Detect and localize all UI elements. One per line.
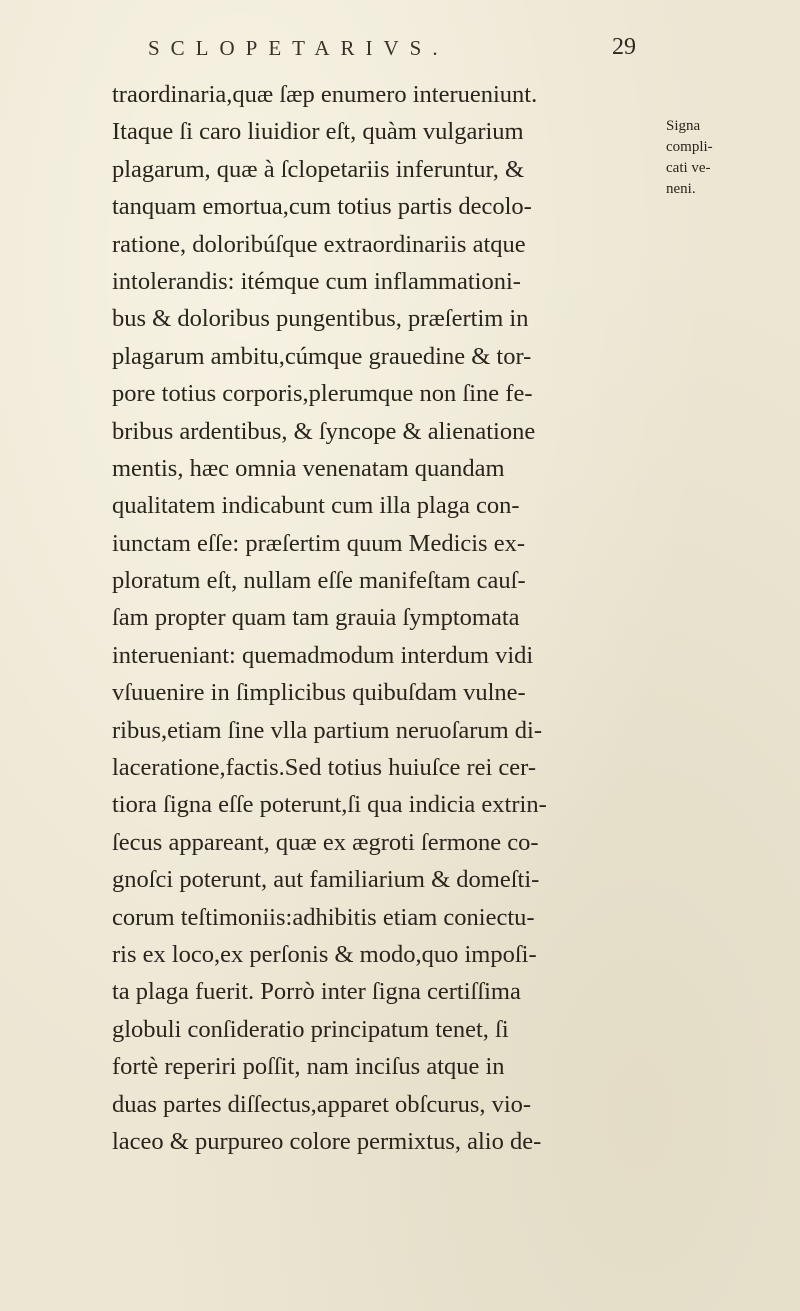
text-line: pore totius corporis,plerumque non ſine fe- — [112, 380, 533, 408]
text-line: qualitatem indicabunt cum illa plaga con- — [112, 492, 520, 520]
text-line: ratione, doloribúſque extraordinariis atque — [112, 230, 526, 258]
text-line: laceratione,factis.Sed totius huiuſce rei cer- — [112, 754, 536, 782]
text-line: plagarum, quæ à ſclopetariis inferuntur, & — [112, 155, 525, 183]
running-title: SCLOPETARIVS. — [148, 36, 449, 60]
text-line: tiora ſigna eſſe poterunt,ſi qua indicia extrin- — [112, 791, 547, 819]
text-line: iunctam eſſe: præſertim quum Medicis ex- — [112, 529, 525, 557]
margin-note-line: neni. — [666, 181, 696, 197]
margin-note-line: compli- — [666, 139, 713, 155]
text-line: traordinaria,quæ ſæp enumero interueniunt. — [112, 81, 538, 108]
text-line: mentis, hæc omnia venenatam quandam — [112, 454, 505, 482]
text-line: fortè reperiri poſſit, nam inciſus atque in — [112, 1053, 505, 1081]
text-line: gnoſci poterunt, aut familiarium & domeſti- — [112, 866, 540, 894]
text-line: bribus ardentibus, & ſyncope & alienatione — [112, 417, 536, 445]
text-line: bus & doloribus pungentibus, præſertim in — [112, 305, 529, 333]
text-line: globuli conſideratio principatum tenet, ſi — [112, 1015, 509, 1043]
text-line: intolerandis: itémque cum inflammationi- — [112, 267, 521, 295]
text-line: ribus,etiam ſine vlla partium neruoſarum di- — [112, 716, 542, 744]
text-line: duas partes diſſectus,apparet obſcurus, vio- — [112, 1090, 532, 1118]
margin-note — [666, 116, 746, 200]
text-line: ris ex loco,ex perſonis & modo,quo impoſi- — [112, 940, 537, 968]
text-line: Itaque ſi caro liuidior eſt, quàm vulgarium — [112, 118, 524, 146]
text-line: plagarum ambitu,cúmque grauedine & tor- — [112, 342, 532, 370]
text-line: laceo & purpureo colore permixtus, alio de- — [112, 1127, 542, 1155]
running-head — [0, 30, 800, 70]
margin-note-line: cati ve- — [666, 160, 711, 176]
text-line: corum teſtimoniis:adhibitis etiam coniectu- — [112, 903, 535, 931]
text-line: ſecus appareant, quæ ex ægroti ſermone co- — [112, 828, 539, 856]
page-number: 29 — [612, 34, 636, 60]
text-line: tanquam emortua,cum totius partis decolo- — [112, 193, 532, 221]
text-line: interueniant: quemadmodum interdum vidi — [112, 641, 534, 669]
text-line: ploratum eſt, nullam eſſe manifeſtam cauſ- — [112, 567, 526, 595]
text-line: ta plaga fuerit. Porrò inter ſigna certiſſima — [112, 978, 521, 1006]
text-line: vſuuenire in ſimplicibus quibuſdam vulne- — [112, 679, 526, 707]
margin-note-line: Signa — [666, 118, 701, 134]
body-text — [112, 76, 657, 1160]
text-line: ſam propter quam tam grauia ſymptomata — [112, 604, 520, 632]
